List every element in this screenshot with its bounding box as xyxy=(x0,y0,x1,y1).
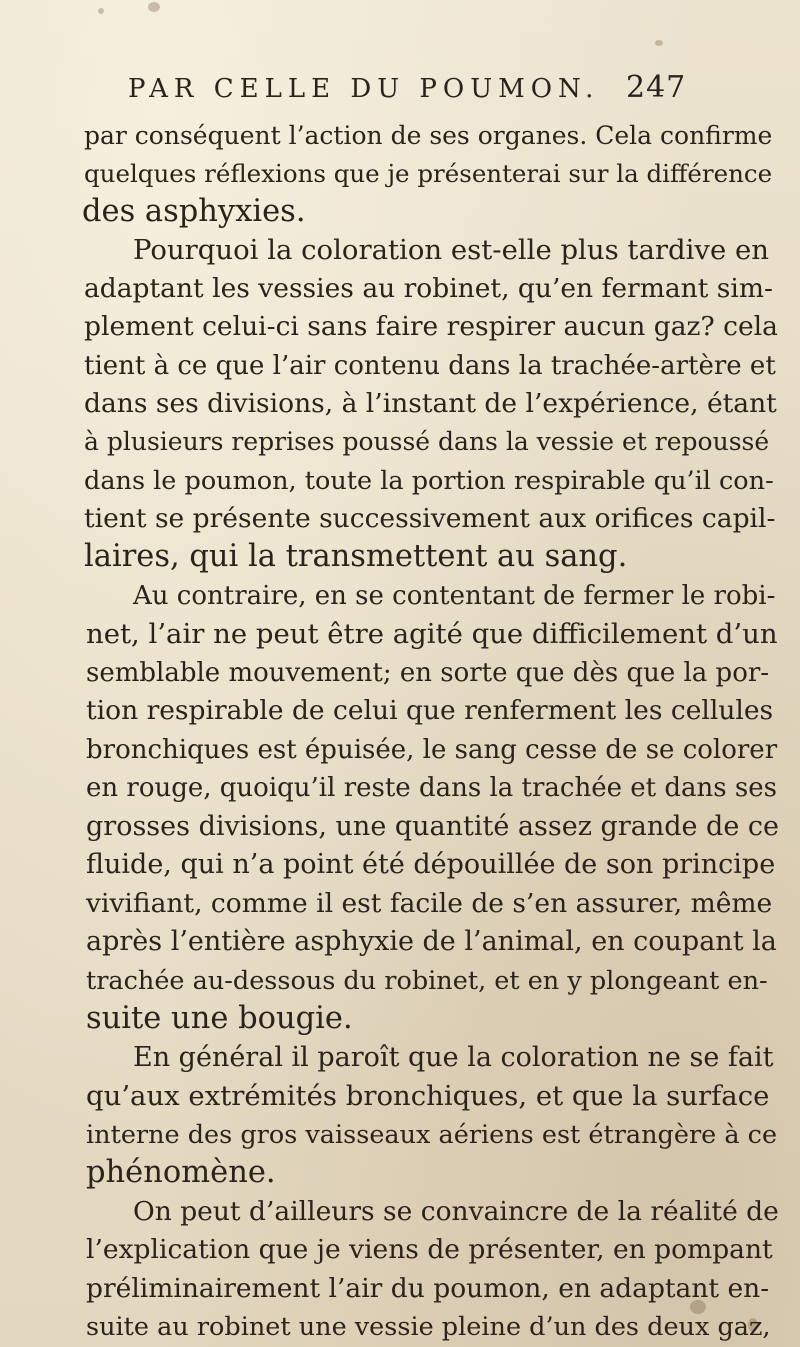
text-line: quelques réflexions que je présenterai sur la différence xyxy=(84,159,773,188)
text-line: vivifiant, comme il est facile de s’en assurer, même xyxy=(86,888,773,919)
text-line: après l’entière asphyxie de l’animal, en coupant la xyxy=(86,926,777,957)
text-line: dans le poumon, toute la portion respirable qu’il con- xyxy=(84,466,774,496)
text-line: interne des gros vaisseaux aériens est étrangère à ce xyxy=(86,1120,778,1150)
text-line: adaptant les vessies au robinet, qu’en fermant sim- xyxy=(84,273,773,304)
text-line: en rouge, quoiqu’il reste dans la trachée et dans ses xyxy=(86,773,777,803)
text-line: l’explication que je viens de présenter, en pompant xyxy=(86,1234,773,1265)
text-line: qu’aux extrémités bronchiques, et que la surface xyxy=(86,1080,770,1112)
text-line: semblable mouvement; en sorte que dès que la por- xyxy=(86,658,770,688)
paper-stain xyxy=(98,8,104,14)
text-line: phénomène. xyxy=(86,1155,276,1190)
text-line: Pourquoi la coloration est-elle plus tardive en xyxy=(133,234,769,266)
text-line: Au contraire, en se contentant de fermer le robi- xyxy=(133,581,776,611)
text-line: dans ses divisions, à l’instant de l’expérience, étant xyxy=(84,388,777,419)
text-line: tion respirable de celui que renferment les cellules xyxy=(86,695,774,726)
text-line: à plusieurs reprises poussé dans la vessie et repoussé xyxy=(84,427,770,456)
text-line: suite une bougie. xyxy=(86,1001,353,1036)
running-head-title: PAR CELLE DU POUMON. xyxy=(128,74,600,104)
text-line: grosses divisions, une quantité assez grande de ce xyxy=(86,811,779,842)
paper-stain xyxy=(655,40,663,46)
text-line: bronchiques est épuisée, le sang cesse de se colorer xyxy=(86,735,778,765)
paper-stain xyxy=(148,2,160,12)
text-line: tient se présente successivement aux orifices capil- xyxy=(84,503,776,534)
running-head xyxy=(128,70,688,110)
text-line: plement celui-ci sans faire respirer aucun gaz? cela xyxy=(84,311,778,342)
text-line: des asphyxies. xyxy=(82,194,306,229)
text-line: laires, qui la transmettent au sang. xyxy=(84,539,628,574)
text-line: préliminairement l’air du poumon, en adaptant en- xyxy=(86,1273,770,1304)
text-line: On peut d’ailleurs se convaincre de la réalité de xyxy=(133,1196,779,1227)
text-line: tient à ce que l’air contenu dans la trachée-artère et xyxy=(84,351,776,381)
page-number: 247 xyxy=(626,70,687,105)
text-line: En général il paroît que la coloration ne se fait xyxy=(133,1042,774,1073)
text-line: suite au robinet une vessie pleine d’un des deux gaz, xyxy=(86,1312,771,1342)
text-line: net, l’air ne peut être agité que difficilement d’un xyxy=(86,618,778,650)
text-line: fluide, qui n’a point été dépouillée de son principe xyxy=(86,849,776,880)
text-line: trachée au-dessous du robinet, et en y plongeant en- xyxy=(86,966,768,996)
text-line: par conséquent l’action de ses organes. Cela confirme xyxy=(84,121,773,150)
